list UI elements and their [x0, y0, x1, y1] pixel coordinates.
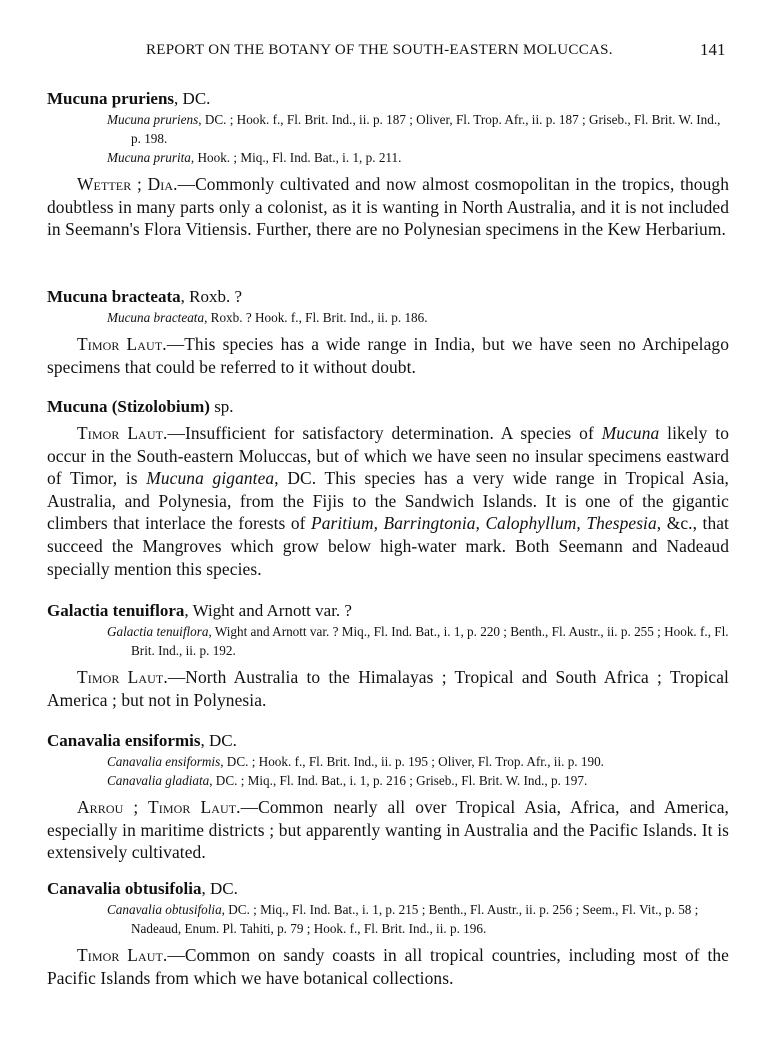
species-heading: [47, 600, 729, 622]
species-heading: [47, 878, 729, 900]
running-title: REPORT ON THE BOTANY OF THE SOUTH-EASTERN MOLUCCAS.: [146, 42, 613, 58]
species-entry: [47, 600, 729, 711]
species-entry: [47, 88, 729, 241]
species-entry: [47, 878, 729, 989]
species-description: Timor Laut.—Common on sandy coasts in all tropical countries, including most of the Pacific Islands from which we have botanical collections.: [47, 945, 729, 988]
species-name: Mucuna pruriens: [47, 89, 175, 108]
species-authority: , DC.: [201, 879, 238, 898]
citation: Mucuna prurita, Hook. ; Miq., Fl. Ind. Bat., i. 1, p. 211.: [107, 150, 402, 165]
locality: Wetter ; Dia.: [77, 174, 178, 194]
species-heading: [47, 88, 729, 110]
locality: Timor Laut.: [77, 334, 167, 354]
species-authority: , DC.: [200, 731, 237, 750]
species-name: Galactia tenuiflora: [47, 601, 185, 620]
species-description: Timor Laut.—This species has a wide range in India, but we have seen no Archipelago specimens that could be referred to it without doubt.: [47, 334, 729, 377]
citation: Mucuna bracteata, Roxb. ? Hook. f., Fl. Brit. Ind., ii. p. 186.: [107, 310, 428, 325]
species-heading: [47, 730, 729, 752]
citation: Galactia tenuiflora, Wight and Arnott var. ? Miq., Fl. Ind. Bat., i. 1, p. 220 ; Benth., Fl. Austr., ii. p. 255 ; Hook. f., Fl. Brit. Ind., ii. p. 192.: [107, 624, 729, 658]
species-name: Canavalia ensiformis: [47, 731, 201, 750]
page-number: 141: [700, 40, 726, 59]
species-name: Mucuna bracteata: [47, 287, 181, 306]
species-authority: , DC.: [174, 89, 211, 108]
citation: Mucuna pruriens, DC. ; Hook. f., Fl. Brit. Ind., ii. p. 187 ; Oliver, Fl. Trop. Afr., ii. p. 187 ; Griseb., Fl. Brit. W. Ind., p. 198.: [107, 112, 721, 146]
species-authority: sp.: [209, 397, 234, 416]
species-entry: [47, 730, 729, 864]
running-header: [0, 42, 776, 66]
species-description: Arrou ; Timor Laut.—Common nearly all over Tropical Asia, Africa, and America, especially in maritime districts ; but apparently wanting in Australia and the Pacific Islands. It is extensively cultivated.: [47, 797, 730, 863]
species-heading: [47, 286, 729, 308]
species-name: Mucuna (Stizolobium): [47, 397, 210, 416]
species-description: Timor Laut.—North Australia to the Himalayas ; Tropical and South Africa ; Tropical America ; but not in Polynesia.: [47, 667, 729, 710]
species-authority: , Wight and Arnott var. ?: [184, 601, 352, 620]
citation: Canavalia ensiformis, DC. ; Hook. f., Fl. Brit. Ind., ii. p. 195 ; Oliver, Fl. Trop. Afr., ii. p. 190.: [107, 754, 604, 769]
locality: Timor Laut.: [77, 945, 168, 965]
species-name: Canavalia obtusifolia: [47, 879, 202, 898]
species-entry: [47, 286, 729, 378]
species-description: Timor Laut.—Insufficient for satisfactory determination. A species of Mucuna likely to occur in the South-eastern Moluccas, but of which we have seen no insular specimens eastward of Timor, is Mucuna gigantea, DC. This species has a very wide range in Tropical Asia, Australia, and Polynesia, from the Fijis to the Sandwich Islands. It is one of the gigantic climbers that interlace the forests of Paritium, Barringtonia, Calophyllum, Thespesia, &c., that succeed the Mangroves which grow below high-water mark. Both Seemann and Nadeaud specially mention this species.: [47, 423, 729, 579]
species-entry: [47, 396, 729, 580]
locality: Timor Laut.: [77, 667, 168, 687]
species-description: Wetter ; Dia.—Commonly cultivated and now almost cosmopolitan in the tropics, though doubtless in many parts only a colonist, as it is wanting in North Australia, and it is not included in Seemann's Flora Vitiensis. Further, there are no Polynesian specimens in the Kew Herbarium.: [47, 174, 729, 240]
species-heading: [47, 396, 729, 418]
locality: Timor Laut.: [77, 423, 168, 443]
locality: Arrou ; Timor Laut.: [77, 797, 241, 817]
citation: Canavalia obtusifolia, DC. ; Miq., Fl. Ind. Bat., i. 1, p. 215 ; Benth., Fl. Austr., ii. p. 256 ; Seem., Fl. Vit., p. 58 ; Nadeaud, Enum. Pl. Tahiti, p. 79 ; Hook. f., Fl. Brit. Ind., ii. p. 196.: [107, 902, 699, 936]
citation: Canavalia gladiata, DC. ; Miq., Fl. Ind. Bat., i. 1, p. 216 ; Griseb., Fl. Brit. W. Ind., p. 197.: [107, 773, 588, 788]
species-authority: , Roxb. ?: [180, 287, 243, 306]
